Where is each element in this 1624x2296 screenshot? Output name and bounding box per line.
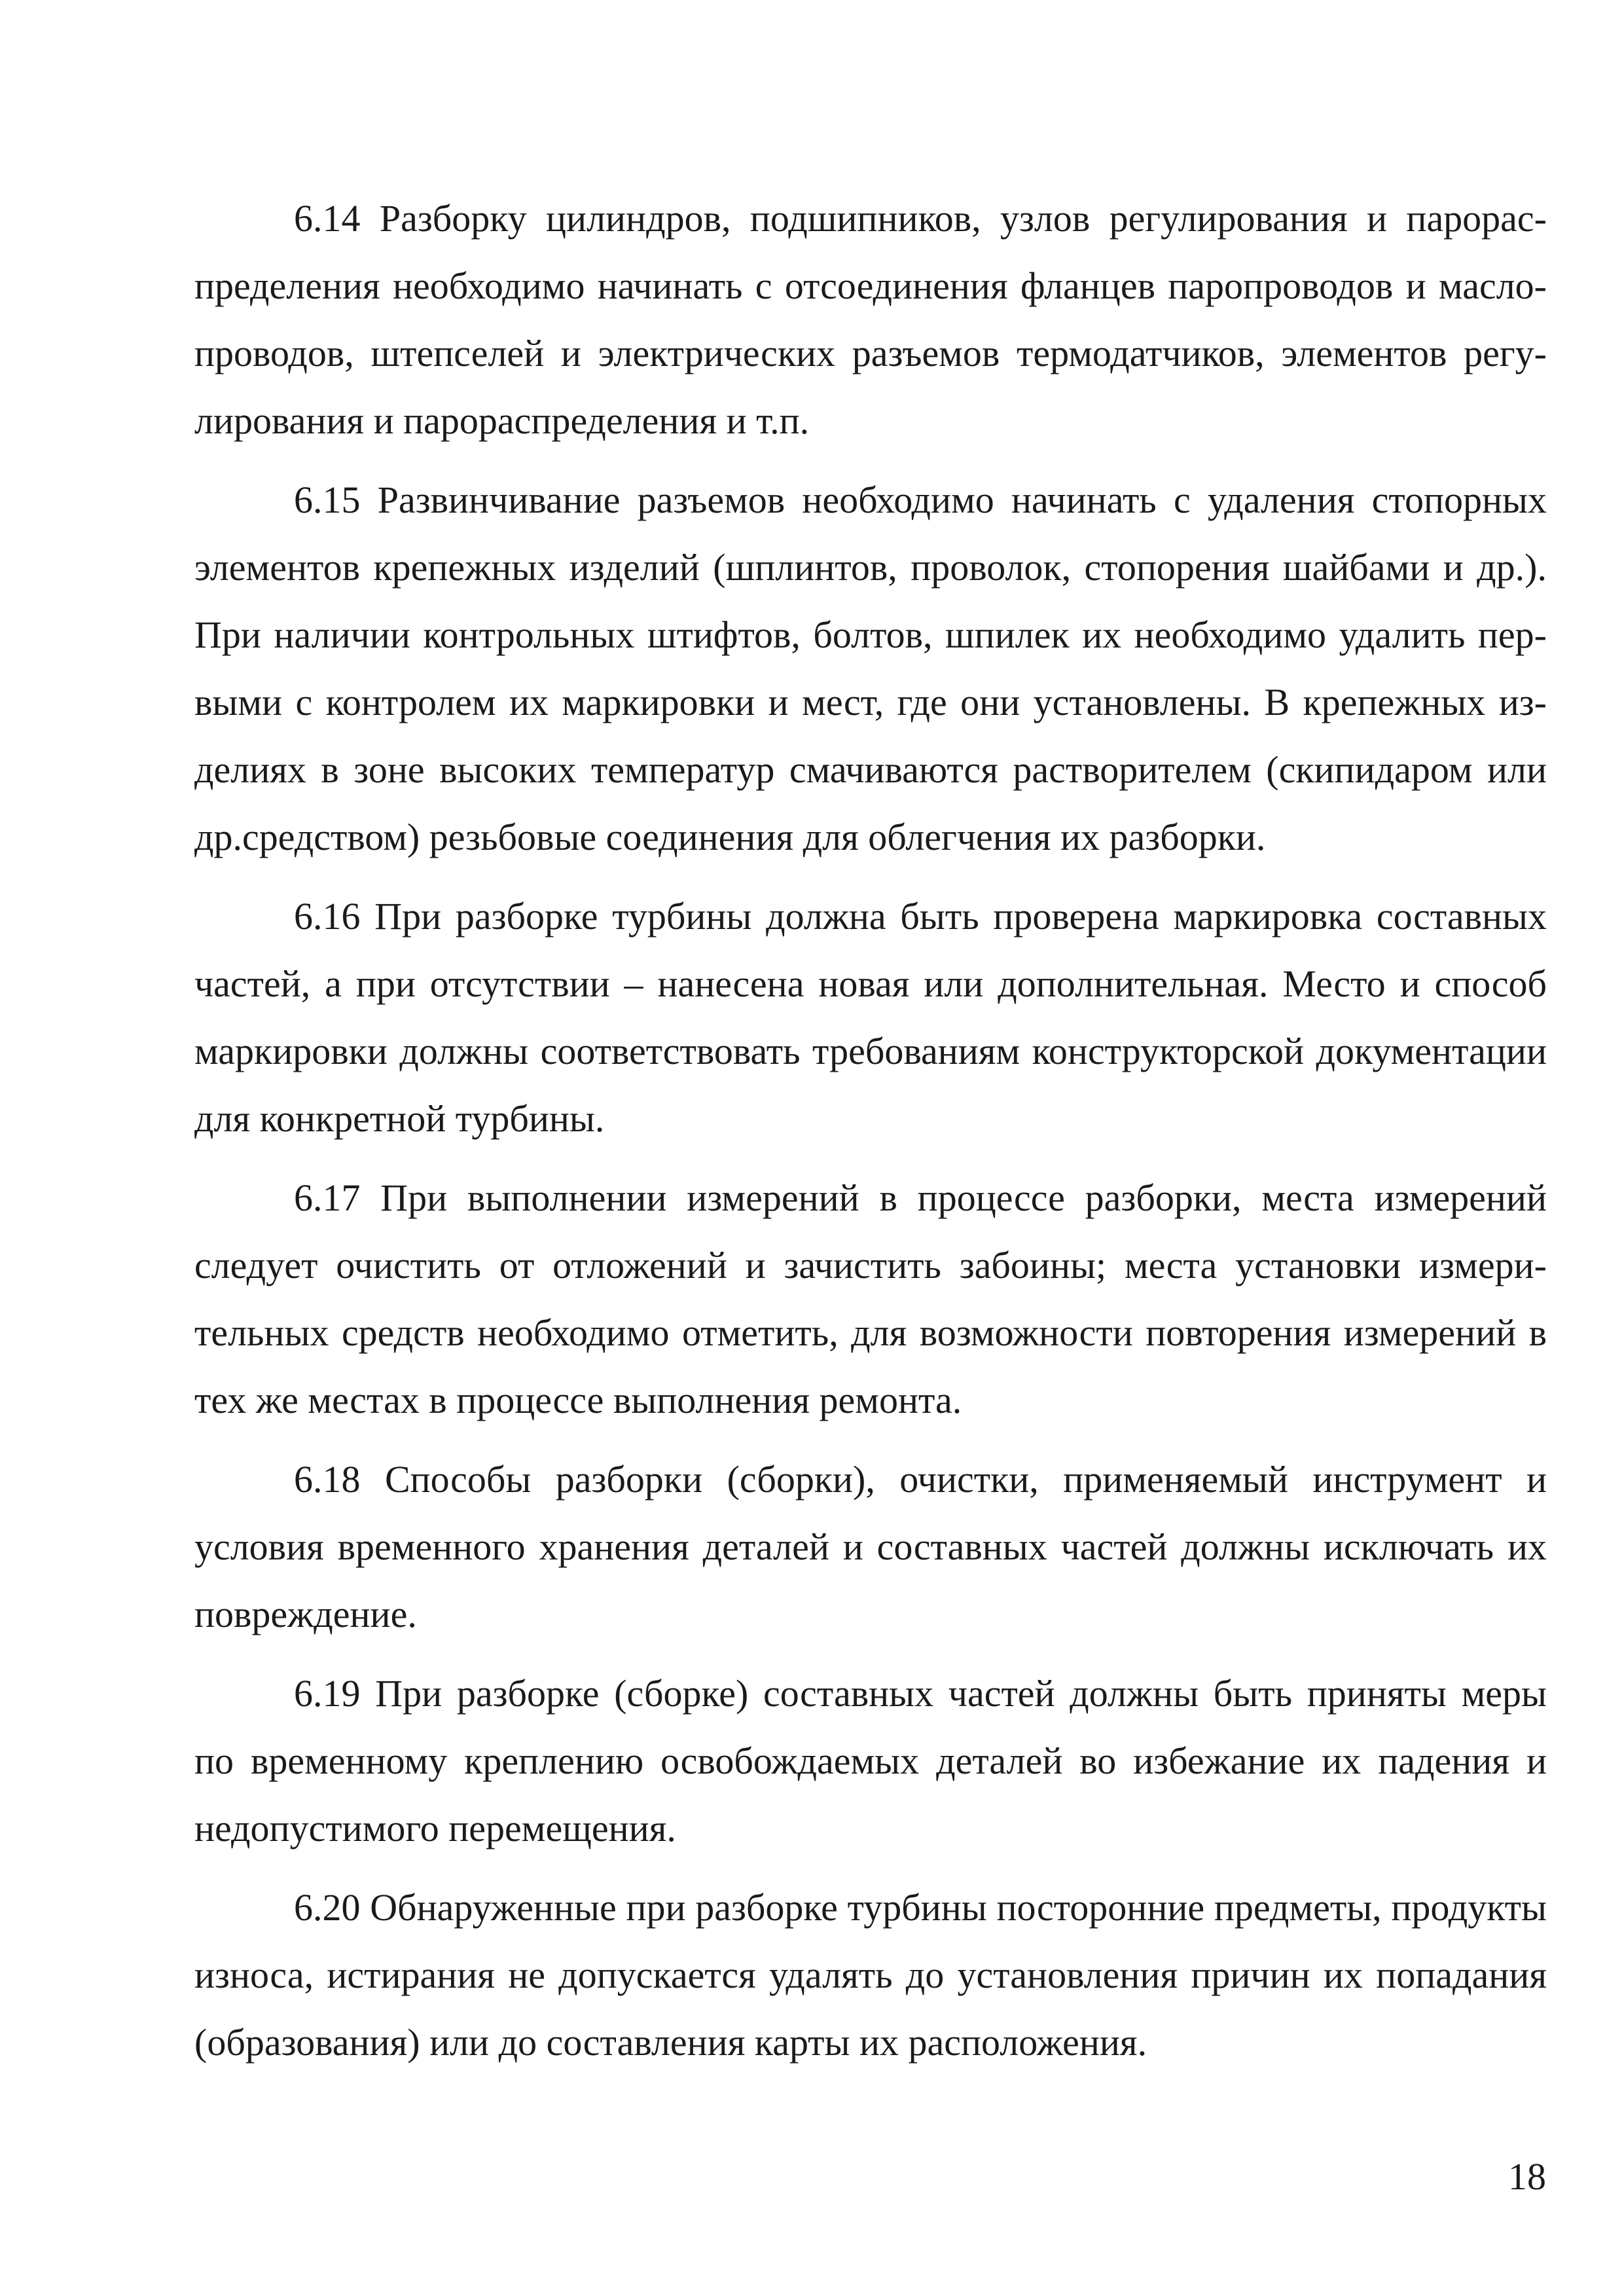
paragraph-6-18 — [194, 1446, 1547, 1648]
paragraph-number: 6.16 — [294, 895, 361, 938]
body-text — [194, 185, 1547, 2088]
paragraph-number: 6.15 — [294, 479, 361, 521]
paragraph-6-14 — [194, 185, 1547, 454]
paragraph-6-20 — [194, 1874, 1547, 2076]
paragraph-text: При разборке (сборке) составных частей должны быть приняты меры по временному креплению освобождаемых деталей во избежание их падения и недопустимого перемещения. — [194, 1672, 1547, 1850]
paragraph-6-19 — [194, 1660, 1547, 1862]
paragraph-text: Способы разборки (сборки), очистки, применяемый инструмент и условия временного хранения деталей и составных частей должны исключать их повреждение. — [194, 1458, 1547, 1635]
paragraph-6-17 — [194, 1164, 1547, 1434]
paragraph-number: 6.17 — [294, 1176, 361, 1219]
paragraph-number: 6.18 — [294, 1458, 361, 1501]
paragraph-text: Развинчивание разъемов необходимо начинать с удаления стопорных элементов крепежных изделий (шплинтов, проволок, стопорения шайбами и др.). При наличии контрольных штифтов, болтов, шпилек их необходимо удалить первыми с контролем их маркировки и мест, где они установлены. В крепежных изделиях в зоне высоких температур смачиваются растворителем (скипидаром или др.средством) резьбовые соединения для облегчения их разборки. — [194, 479, 1547, 858]
paragraph-6-16 — [194, 883, 1547, 1152]
paragraph-number: 6.14 — [294, 197, 361, 240]
paragraph-number: 6.19 — [294, 1672, 361, 1715]
paragraph-text: Обнаруженные при разборке турбины посторонние предметы, продукты износа, истирания не допускается удалять до установления причин их попадания (образования) или до составления карты их расположения. — [194, 1886, 1547, 2064]
paragraph-6-15 — [194, 466, 1547, 871]
page-number: 18 — [1508, 2155, 1546, 2198]
paragraph-text: Разборку цилиндров, подшипников, узлов регулирования и парораспределения необходимо начинать с отсоединения фланцев паропроводов и маслопроводов, штепселей и электрических разъемов термодатчиков, элементов регулирования и парораспределения и т.п. — [194, 197, 1547, 442]
paragraph-text: При разборке турбины должна быть проверена маркировка составных частей, а при отсутствии – нанесена новая или дополнительная. Место и способ маркировки должны соответствовать требованиям конструкторской документации для конкретной турбины. — [194, 895, 1547, 1140]
paragraph-number: 6.20 — [294, 1886, 361, 1929]
paragraph-text: При выполнении измерений в процессе разборки, места измерений следует очистить от отложений и зачистить забоины; места установки измерительных средств необходимо отметить, для возможности повторения измерений в тех же местах в процессе выполнения ремонта. — [194, 1176, 1547, 1421]
